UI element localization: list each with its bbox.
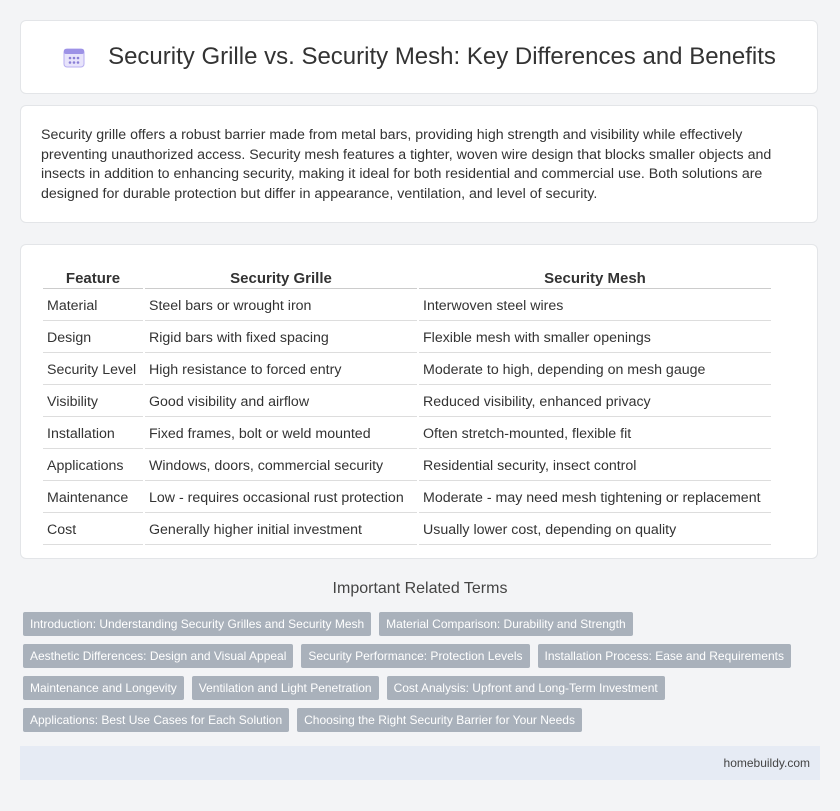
comparison-table	[41, 265, 773, 547]
site-name[interactable]: homebuildy.com	[723, 756, 810, 770]
feature-cell: Installation	[43, 419, 143, 449]
table-row	[43, 387, 771, 417]
table-row	[43, 291, 771, 321]
calendar-icon	[62, 45, 86, 69]
related-term-tag[interactable]: Aesthetic Differences: Design and Visual Appeal	[23, 644, 293, 668]
grille-cell: Low - requires occasional rust protection	[145, 483, 417, 513]
mesh-cell: Reduced visibility, enhanced privacy	[419, 387, 771, 417]
mesh-cell: Interwoven steel wires	[419, 291, 771, 321]
table-header-row	[43, 267, 771, 289]
comparison-table-card	[20, 244, 818, 559]
intro-card	[20, 105, 818, 223]
feature-cell: Security Level	[43, 355, 143, 385]
grille-cell: Generally higher initial investment	[145, 515, 417, 545]
related-term-tag[interactable]: Choosing the Right Security Barrier for Your Needs	[297, 708, 582, 732]
grille-cell: High resistance to forced entry	[145, 355, 417, 385]
grille-cell: Good visibility and airflow	[145, 387, 417, 417]
grille-cell: Fixed frames, bolt or weld mounted	[145, 419, 417, 449]
mesh-cell: Moderate to high, depending on mesh gauge	[419, 355, 771, 385]
grille-cell: Steel bars or wrought iron	[145, 291, 417, 321]
footer	[20, 746, 820, 780]
table-row	[43, 419, 771, 449]
feature-cell: Material	[43, 291, 143, 321]
table-row	[43, 515, 771, 545]
related-term-tag[interactable]: Installation Process: Ease and Requirements	[538, 644, 791, 668]
header-feature: Feature	[43, 267, 143, 289]
related-term-tag[interactable]: Maintenance and Longevity	[23, 676, 184, 700]
related-term-tag[interactable]: Ventilation and Light Penetration	[192, 676, 379, 700]
related-term-tag[interactable]: Security Performance: Protection Levels	[301, 644, 529, 668]
related-terms-list	[23, 612, 813, 732]
table-row	[43, 355, 771, 385]
header-security-grille: Security Grille	[145, 267, 417, 289]
feature-cell: Maintenance	[43, 483, 143, 513]
mesh-cell: Residential security, insect control	[419, 451, 771, 481]
grille-cell: Rigid bars with fixed spacing	[145, 323, 417, 353]
header-card	[20, 20, 818, 94]
intro-text: Security grille offers a robust barrier made from metal bars, providing high strength and visibility while effectively preventing unauthorized access. Security mesh features a tighter, woven wire design that blocks smaller objects and insects in addition to enhancing security, making it ideal for both residential and commercial use. Both solutions are designed for durable protection but differ in appearance, ventilation, and level of security.	[41, 127, 772, 202]
mesh-cell: Moderate - may need mesh tightening or replacement	[419, 483, 771, 513]
table-row	[43, 451, 771, 481]
feature-cell: Visibility	[43, 387, 143, 417]
related-term-tag[interactable]: Material Comparison: Durability and Strength	[379, 612, 632, 636]
table-row	[43, 483, 771, 513]
page-title: Security Grille vs. Security Mesh: Key Differences and Benefits	[108, 43, 776, 70]
related-term-tag[interactable]: Cost Analysis: Upfront and Long-Term Investment	[387, 676, 665, 700]
feature-cell: Cost	[43, 515, 143, 545]
related-terms-title: Important Related Terms	[332, 580, 508, 597]
related-term-tag[interactable]: Introduction: Understanding Security Grilles and Security Mesh	[23, 612, 371, 636]
mesh-cell: Often stretch-mounted, flexible fit	[419, 419, 771, 449]
related-term-tag[interactable]: Applications: Best Use Cases for Each Solution	[23, 708, 289, 732]
table-row	[43, 323, 771, 353]
header-security-mesh: Security Mesh	[419, 267, 771, 289]
mesh-cell: Flexible mesh with smaller openings	[419, 323, 771, 353]
grille-cell: Windows, doors, commercial security	[145, 451, 417, 481]
feature-cell: Design	[43, 323, 143, 353]
feature-cell: Applications	[43, 451, 143, 481]
mesh-cell: Usually lower cost, depending on quality	[419, 515, 771, 545]
